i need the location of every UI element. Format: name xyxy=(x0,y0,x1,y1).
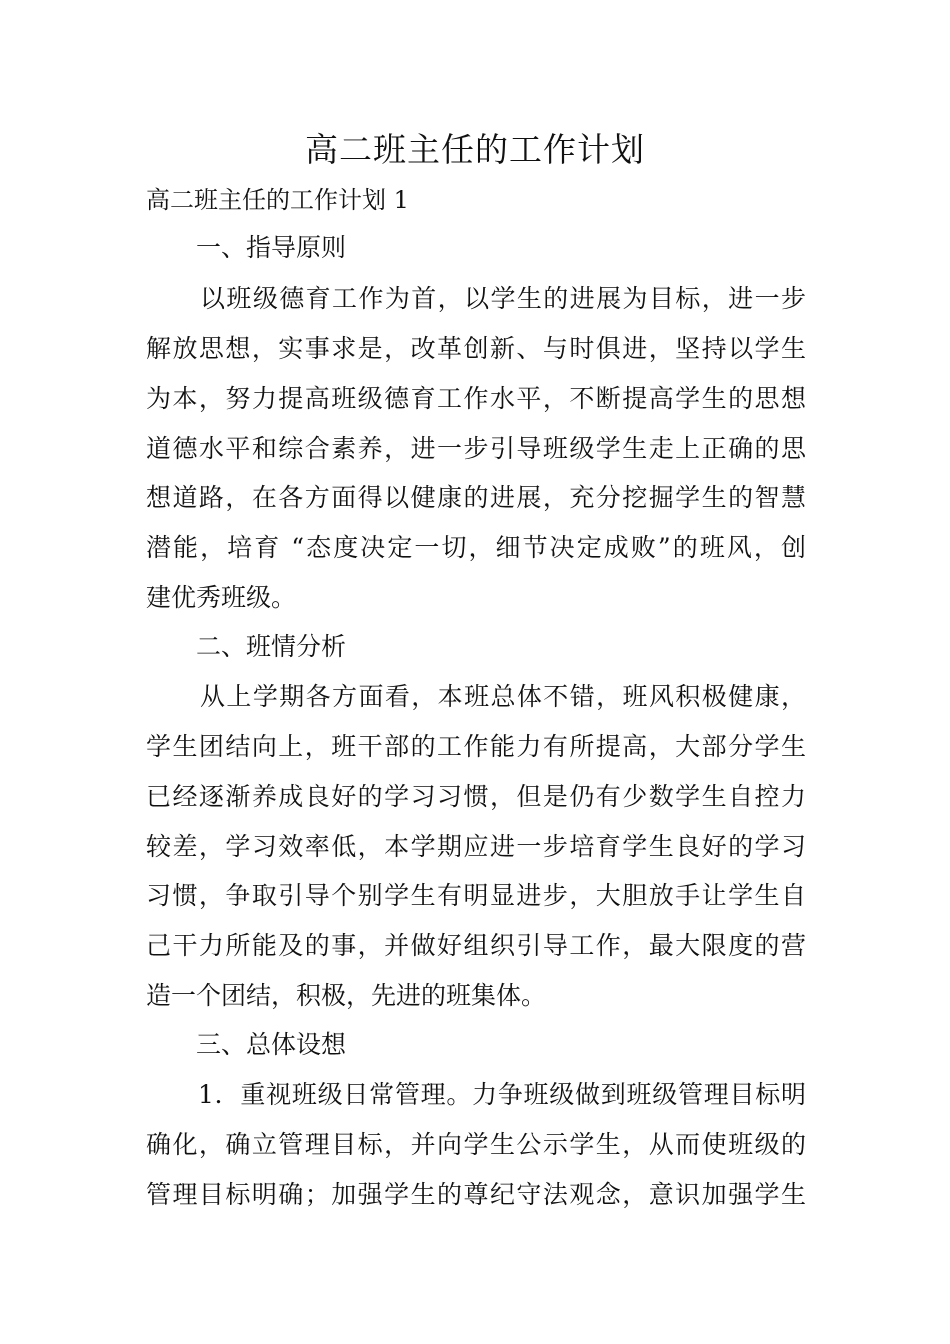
paragraph-line: 已经逐渐养成良好的学习习惯，但是仍有少数学生自控力 xyxy=(146,782,806,811)
paragraph-line: 为本，努力提高班级德育工作水平，不断提高学生的思想 xyxy=(146,384,806,413)
paragraph-line: 解放思想，实事求是，改革创新、与时俱进，坚持以学生 xyxy=(146,334,806,363)
paragraph-line: 确化，确立管理目标，并向学生公示学生，从而使班级的 xyxy=(146,1130,806,1159)
paragraph-line: 习惯，争取引导个别学生有明显进步，大胆放手让学生自 xyxy=(146,881,806,910)
section-heading-guiding-principles: 一、指导原则 xyxy=(196,233,347,262)
paragraph-line: 造一个团结，积极，先进的班集体。 xyxy=(146,981,547,1010)
paragraph-line: 己干力所能及的事，并做好组织引导工作，最大限度的营 xyxy=(146,931,806,960)
paragraph-line: 道德水平和综合素养，进一步引导班级学生走上正确的思 xyxy=(146,434,806,463)
section-heading-overall-plan: 三、总体设想 xyxy=(196,1030,347,1059)
paragraph-line: 从上学期各方面看，本班总体不错，班风积极健康， xyxy=(200,682,806,711)
paragraph-line: 管理目标明确；加强学生的尊纪守法观念，意识加强学生 xyxy=(146,1180,806,1209)
paragraph-line: 以班级德育工作为首，以学生的进展为目标，进一步 xyxy=(200,284,806,313)
section-heading-class-analysis: 二、班情分析 xyxy=(196,632,347,661)
paragraph-line: 想道路，在各方面得以健康的进展，充分挖掘学生的智慧 xyxy=(146,483,806,512)
paragraph-line: 学生团结向上，班干部的工作能力有所提高，大部分学生 xyxy=(146,732,806,761)
paragraph-line: 1．重视班级日常管理。力争班级做到班级管理目标明 xyxy=(198,1080,806,1109)
paragraph-line: 潜能，培育 “态度决定一切，细节决定成败”的班风，创 xyxy=(146,533,806,562)
paragraph-line: 建优秀班级。 xyxy=(146,583,297,612)
document-subtitle: 高二班主任的工作计划 1 xyxy=(146,186,409,214)
paragraph-line: 较差，学习效率低，本学期应进一步培育学生良好的学习 xyxy=(146,832,806,861)
document-title: 高二班主任的工作计划 xyxy=(305,130,645,169)
